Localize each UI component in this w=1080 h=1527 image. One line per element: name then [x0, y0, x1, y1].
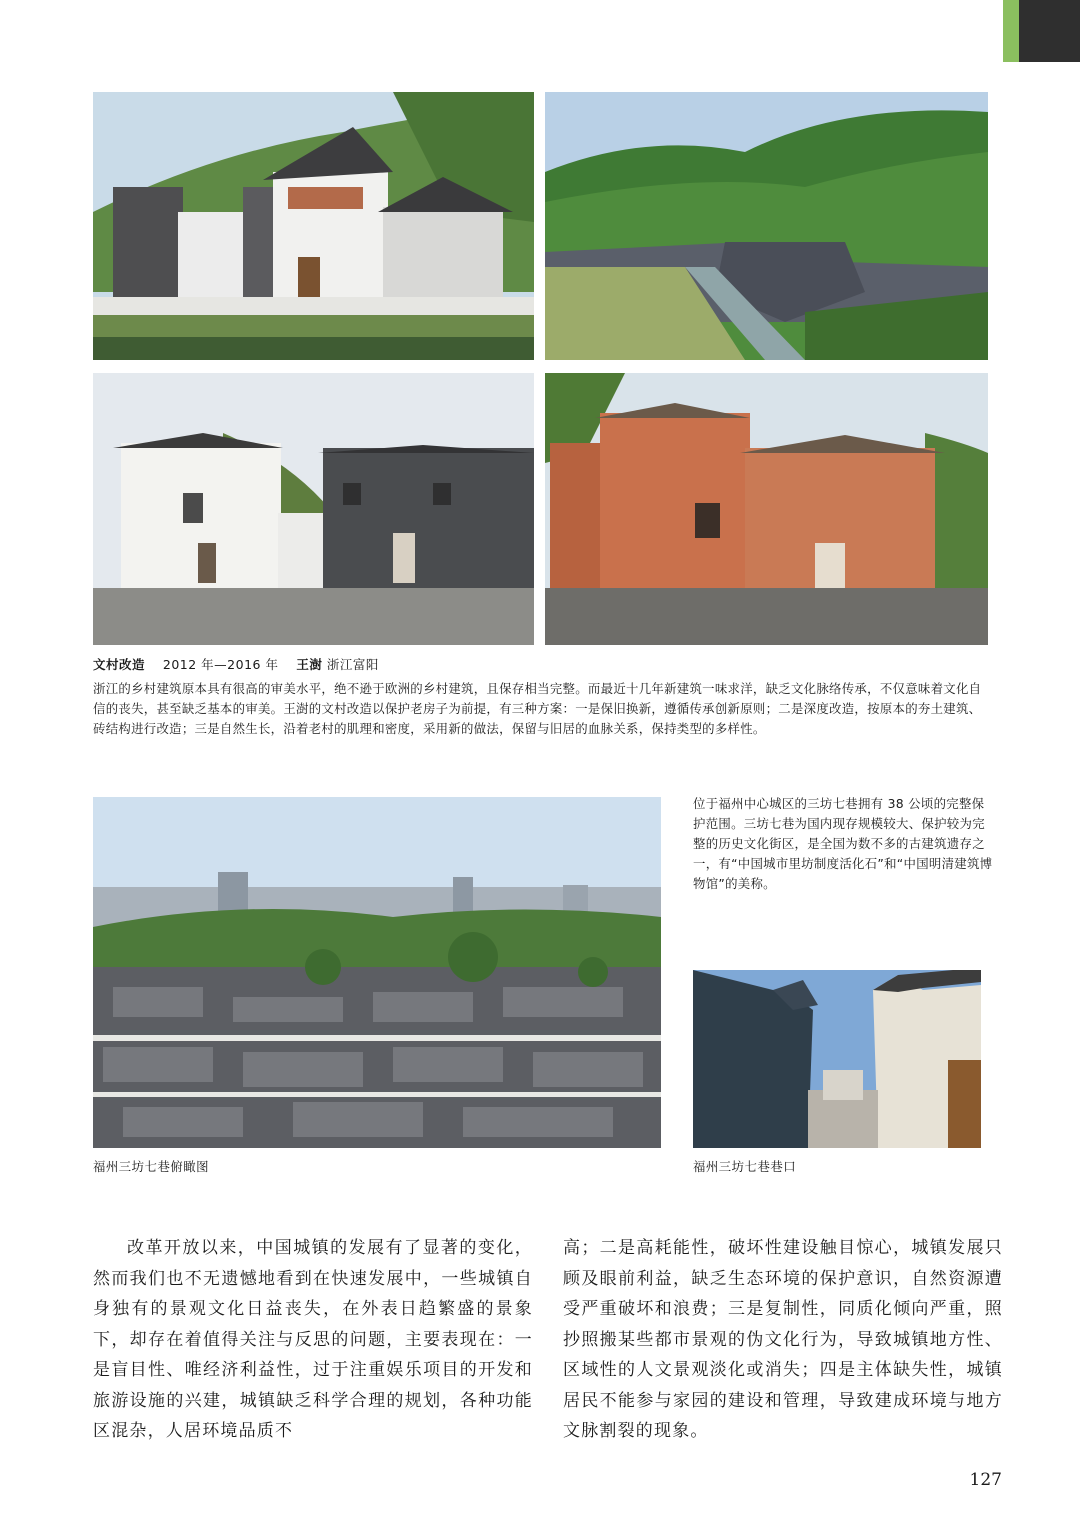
caption-architect: 王澍 — [296, 657, 323, 672]
page-number: 127 — [969, 1470, 1002, 1490]
body-text-left-column — [93, 1233, 533, 1447]
caption-alley: 福州三坊七巷巷口 — [693, 1159, 797, 1174]
caption-aerial: 福州三坊七巷俯瞰图 — [93, 1159, 210, 1174]
page-corner-tab — [1003, 0, 1080, 62]
photo-village-white-houses — [93, 92, 534, 360]
caption-main-text: 浙江的乡村建筑原本具有很高的审美水平，绝不逊于欧洲的乡村建筑，且保存相当完整。而最近十几年新建筑一味求洋，缺乏文化脉络传承，不仅意味着文化自信的丧失，甚至缺乏基本的审美。王澍的文村改造以保护老房子为前提，有三种方案：一是保旧换新，遵循传承创新原则；二是深度改造，按原本的夯土建筑、砖结构进行改造；三是自然生长，沿着老村的肌理和密度，采用新的做法，保留与旧居的血脉关系，保持类型的多样性。 — [93, 681, 982, 736]
corner-green-block — [1003, 0, 1019, 62]
caption-title: 文村改造 — [93, 657, 146, 672]
body-paragraph-left: 改革开放以来，中国城镇的发展有了显著的变化，然而我们也不无遗憾地看到在快速发展中，一些城镇自身独有的景观文化日益丧失，在外表日趋繁盛的景象下，却存在着值得关注与反思的问题，主要表现在：一是盲目性、唯经济利益性，过于注重娱乐项目的开发和旅游设施的兴建，城镇缺乏科学合理的规划，各种功能区混杂，人居环境品质不 — [93, 1238, 533, 1441]
photo-valley-village — [545, 92, 988, 360]
photo-white-and-stone-houses — [93, 373, 534, 645]
corner-dark-block — [1019, 0, 1080, 62]
photo-rammed-earth-house — [545, 373, 988, 645]
photo-sanfang-alley — [693, 970, 981, 1148]
caption-location: 浙江富阳 — [326, 657, 379, 672]
caption-years: 2012 年—2016 年 — [162, 657, 279, 672]
body-text-right-column — [563, 1233, 1003, 1447]
side-caption-sanfang: 位于福州中心城区的三坊七巷拥有 38 公顷的完整保护范围。三坊七巷为国内现存规模较大、保护较为完整的历史文化街区，是全国为数不多的古建筑遗存之一，有“中国城市里坊制度活化石”和“中国明清建筑博物馆”的美称。 — [693, 796, 993, 891]
caption-main-title-line — [93, 655, 379, 673]
photo-sanfang-aerial — [93, 797, 661, 1148]
body-paragraph-right: 高；二是高耗能性，破坏性建设触目惊心，城镇发展只顾及眼前利益，缺乏生态环境的保护意识，自然资源遭受严重破坏和浪费；三是复制性，同质化倾向严重，照抄照搬某些都市景观的伪文化行为，导致城镇地方性、区域性的人文景观淡化或消失；四是主体缺失性，城镇居民不能参与家园的建设和管理，导致建成环境与地方文脉割裂的现象。 — [563, 1238, 1003, 1441]
